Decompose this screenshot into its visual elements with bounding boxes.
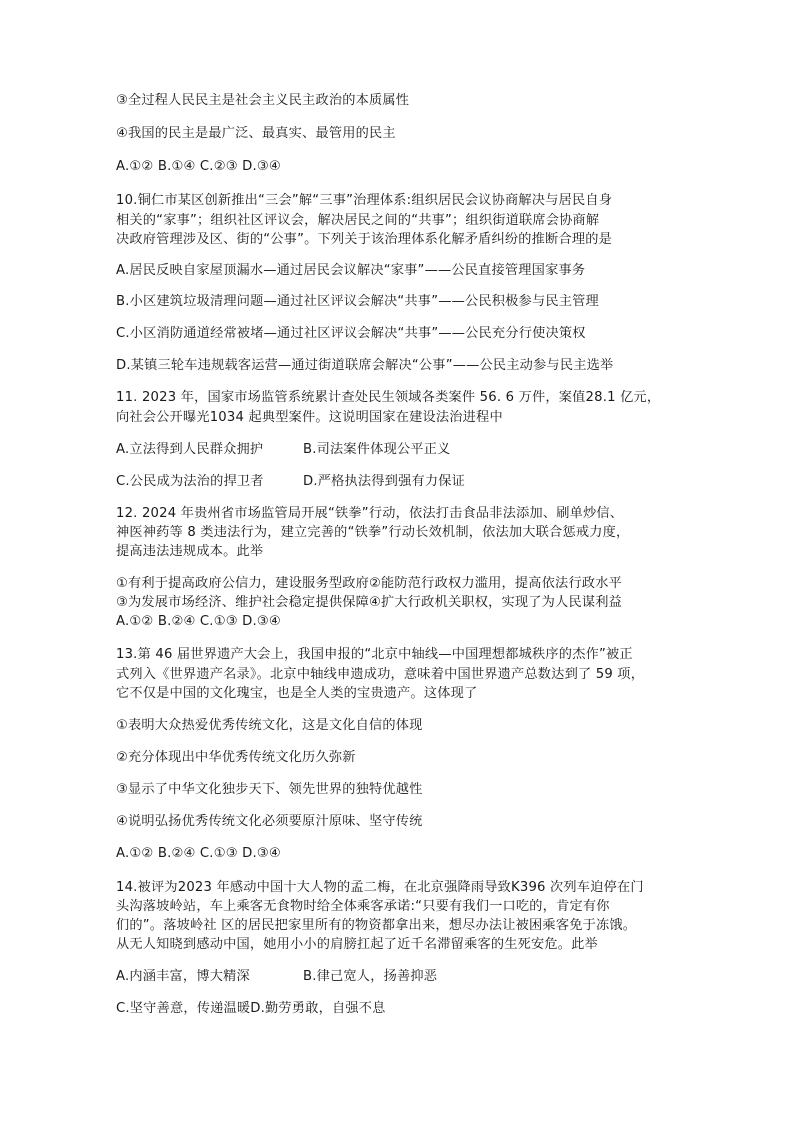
question-11-line2: 向社会公开曝光1034 起典型案件。这说明国家在建设法治进程中 xyxy=(116,410,503,425)
question-14-line3: 们的”。落坡岭社 区的居民把家里所有的物资都拿出来，想尽办法让被困乘客免于冻饿。 xyxy=(116,918,637,933)
question-12-line2: 神医神药等 8 类违法行为，建立完善的“铁拳”行动长效机制，依法加大联合惩戒力度， xyxy=(116,525,630,540)
question-14-line1: 14.被评为2023 年感动中国十大人物的孟二梅，在北京强降雨导致K396 次列车迫停在门 xyxy=(116,880,644,895)
statement-3: ③全过程人民民主是社会主义民主政治的本质属性 xyxy=(116,93,410,108)
question-12-line1: 12. 2024 年贵州省市场监管局开展“铁拳”行动，依法打击食品非法添加、刷单炒信、 xyxy=(116,506,624,521)
question-10-line2: 相关的“家事”；组织社区评议会，解决居民之间的“共事”；组织街道联席会协商解 xyxy=(116,213,600,228)
q10-option-d: D.某镇三轮车违规载客运营—通过街道联席会解决“公事”——公民主动参与民主选举 xyxy=(116,358,614,373)
question-12-line3: 提高违法违规成本。此举 xyxy=(116,544,264,559)
question-14-line2: 头沟落坡岭站，车上乘客无食物时给全体乘客承诺:“只要有我们一口吃的，肯定有你 xyxy=(116,899,610,914)
q12-statements-line1: ①有利于提高政府公信力，建设服务型政府②能防范行政权力滥用，提高依法行政水平 xyxy=(116,576,622,591)
q11-option-a: A.立法得到人民群众拥护 xyxy=(116,442,264,457)
q14-option-a: A.内涵丰富，博大精深 xyxy=(116,969,250,984)
q10-option-a: A.居民反映自家屋顶漏水—通过居民会议解决“家事”——公民直接管理国家事务 xyxy=(116,263,586,278)
q10-option-b: B.小区建筑垃圾清理问题—通过社区评议会解决“共事”——公民积极参与民主管理 xyxy=(116,294,599,309)
question-13-line3: 它不仅是中国的文化瑰宝，也是全人类的宝贵遗产。这体现了 xyxy=(116,686,478,701)
q14-options-row2: C.坚守善意，传递温暖D.勤劳勇敢，自强不息 xyxy=(116,1001,386,1016)
q14-option-b: B.律己宽人，扬善抑恶 xyxy=(303,969,438,984)
question-10-line3: 决政府管理涉及区、街的“公事”。下列关于该治理体系化解矛盾纠纷的推断合理的是 xyxy=(116,232,613,247)
q13-statement-3: ③显示了中华文化独步天下、领先世界的独特优越性 xyxy=(116,782,423,797)
q12-statements-line2: ③为发展市场经济、维护社会稳定提供保障④扩大行政机关职权，实现了为人民谋利益 xyxy=(116,595,622,610)
answer-options-q12: A.①② B.②④ C.①③ D.③④ xyxy=(116,614,281,629)
question-13-line1: 13.第 46 届世界遗产大会上，我国申报的“北京中轴线—中国理想都城秩序的杰作”被正 xyxy=(116,647,633,662)
answer-options-q13: A.①② B.②④ C.①③ D.③④ xyxy=(116,846,281,861)
answer-options-q9: A.①② B.①④ C.②③ D.③④ xyxy=(116,159,281,174)
question-13-line2: 式列入《世界遗产名录》。北京中轴线申遗成功，意味着中国世界遗产总数达到了 59 项， xyxy=(116,667,645,682)
q13-statement-4: ④说明弘扬优秀传统文化必须要原汁原味、坚守传统 xyxy=(116,814,423,829)
question-10-line1: 10.铜仁市某区创新推出“三会”解“三事”治理体系:组织居民会议协商解决与居民自身 xyxy=(116,193,613,208)
q13-statement-2: ②充分体现出中华优秀传统文化历久弥新 xyxy=(116,750,356,765)
q11-option-c: C.公民成为法治的捍卫者 xyxy=(116,474,264,489)
statement-4: ④我国的民主是最广泛、最真实、最管用的民主 xyxy=(116,126,396,141)
q10-option-c: C.小区消防通道经常被堵—通过社区评议会解决“共事”——公民充分行使决策权 xyxy=(116,326,586,341)
question-11-line1: 11. 2023 年，国家市场监管系统累计查处民生领域各类案件 56. 6 万件，案值28.1 亿元， xyxy=(116,390,661,405)
q13-statement-1: ①表明大众热爱优秀传统文化，这是文化自信的体现 xyxy=(116,718,423,733)
q11-option-b: B.司法案件体现公平正义 xyxy=(303,442,451,457)
q11-options-row2 xyxy=(116,472,716,492)
q11-option-d: D.严格执法得到强有力保证 xyxy=(303,474,466,489)
q11-options-row1 xyxy=(116,440,716,460)
question-14-line4: 从无人知晓到感动中国，她用小小的肩膀扛起了近千名滞留乘客的生死安危。此举 xyxy=(116,937,598,952)
q14-options-row1 xyxy=(116,967,716,987)
